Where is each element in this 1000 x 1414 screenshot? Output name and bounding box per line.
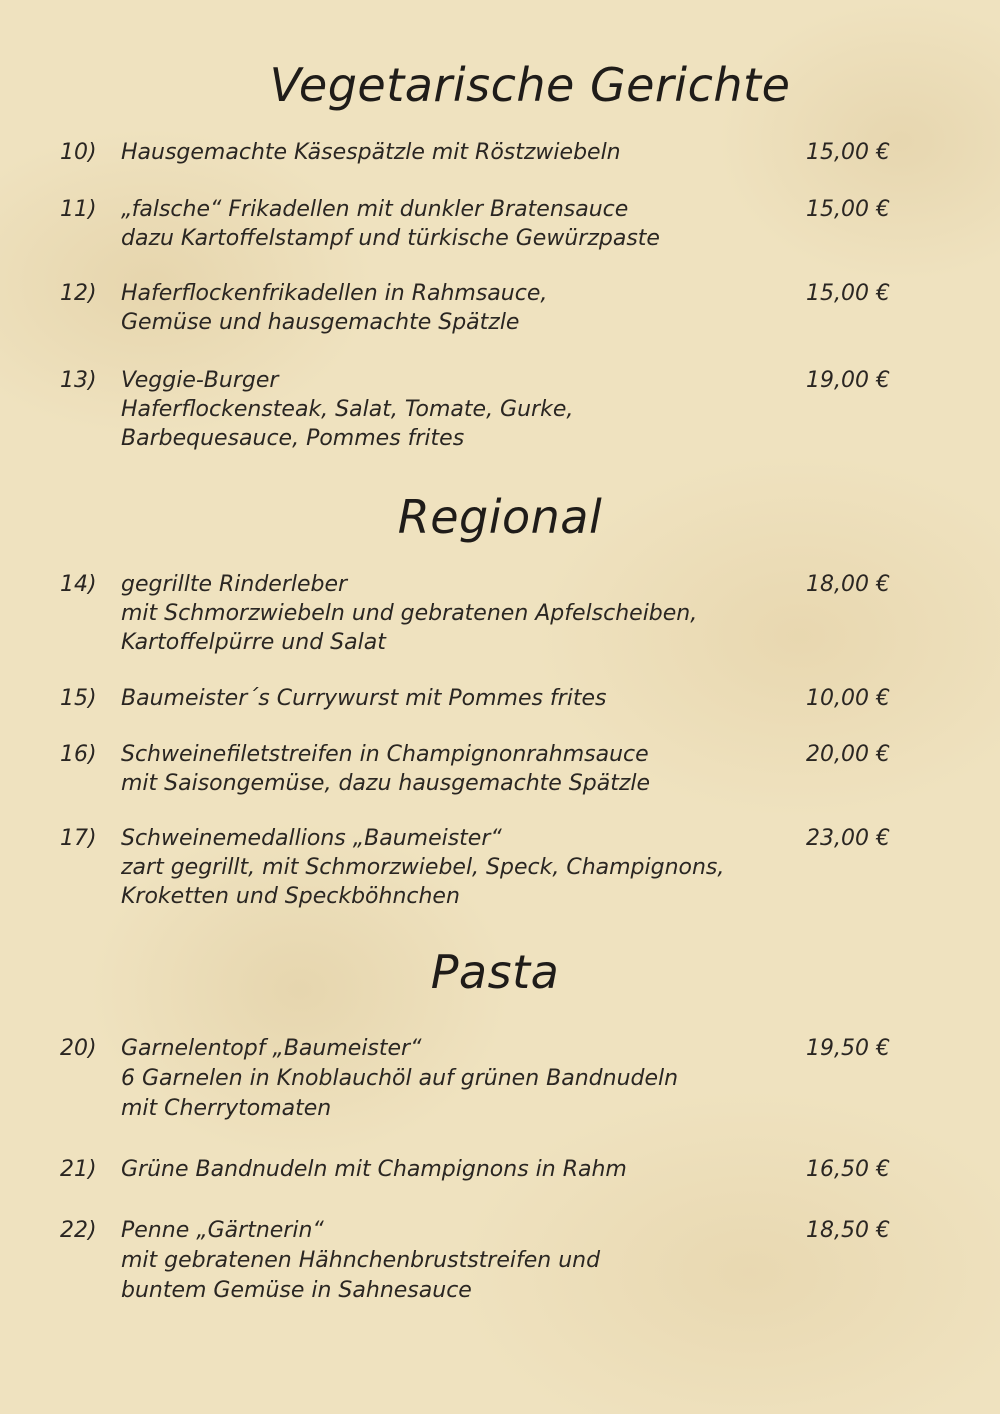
item-price: 15,00 € [806, 197, 890, 222]
item-description: mit gebratenen Hähnchenbruststreifen und [121, 1248, 601, 1273]
item-price: 19,50 € [806, 1036, 890, 1061]
item-number: 17) [60, 826, 97, 851]
item-description: dazu Kartoffelstampf und türkische Gewürzpaste [121, 226, 660, 251]
item-name: Hausgemachte Käsespätzle mit Röstzwiebeln [121, 140, 621, 165]
item-description: mit Schmorzwiebeln und gebratenen Apfelscheiben, [121, 601, 698, 626]
item-number: 14) [60, 572, 97, 597]
item-description: buntem Gemüse in Sahnesauce [121, 1278, 472, 1303]
item-name: Veggie-Burger [121, 368, 279, 393]
section-title-vegetarisch: Vegetarische Gerichte [269, 58, 791, 112]
item-price: 15,00 € [806, 281, 890, 306]
item-name: Schweinefiletstreifen in Champignonrahmsauce [121, 742, 649, 767]
item-description: Haferflockensteak, Salat, Tomate, Gurke, [121, 397, 574, 422]
item-price: 19,00 € [806, 368, 890, 393]
item-price: 18,50 € [806, 1218, 890, 1243]
item-description: Kartoffelpürre und Salat [121, 630, 386, 655]
item-price: 10,00 € [806, 686, 890, 711]
item-description: Gemüse und hausgemachte Spätzle [121, 310, 520, 335]
item-description: Kroketten und Speckböhnchen [121, 884, 460, 909]
item-description: mit Cherrytomaten [121, 1096, 332, 1121]
item-name: Grüne Bandnudeln mit Champignons in Rahm [121, 1157, 627, 1182]
item-number: 21) [60, 1157, 97, 1182]
item-price: 18,00 € [806, 572, 890, 597]
item-price: 15,00 € [806, 140, 890, 165]
item-number: 13) [60, 368, 97, 393]
section-title-regional: Regional [397, 490, 603, 544]
item-name: Penne „Gärtnerin“ [121, 1218, 324, 1243]
section-title-pasta: Pasta [430, 945, 560, 999]
item-price: 20,00 € [806, 742, 890, 767]
item-price: 23,00 € [806, 826, 890, 851]
item-name: Schweinemedallions „Baumeister“ [121, 826, 502, 851]
item-name: Baumeister´s Currywurst mit Pommes frites [121, 686, 607, 711]
item-number: 20) [60, 1036, 97, 1061]
item-number: 22) [60, 1218, 97, 1243]
item-name: Garnelentopf „Baumeister“ [121, 1036, 422, 1061]
item-number: 15) [60, 686, 97, 711]
item-name: gegrillte Rinderleber [121, 572, 348, 597]
item-description: zart gegrillt, mit Schmorzwiebel, Speck, Champignons, [121, 855, 725, 880]
item-number: 16) [60, 742, 97, 767]
item-number: 10) [60, 140, 97, 165]
item-description: Barbequesauce, Pommes frites [121, 426, 465, 451]
item-price: 16,50 € [806, 1157, 890, 1182]
item-number: 12) [60, 281, 97, 306]
item-name: „falsche“ Frikadellen mit dunkler Bratensauce [121, 197, 629, 222]
item-description: mit Saisongemüse, dazu hausgemachte Spätzle [121, 771, 651, 796]
item-number: 11) [60, 197, 97, 222]
item-name: Haferflockenfrikadellen in Rahmsauce, [121, 281, 548, 306]
item-description: 6 Garnelen in Knoblauchöl auf grünen Bandnudeln [121, 1066, 679, 1091]
